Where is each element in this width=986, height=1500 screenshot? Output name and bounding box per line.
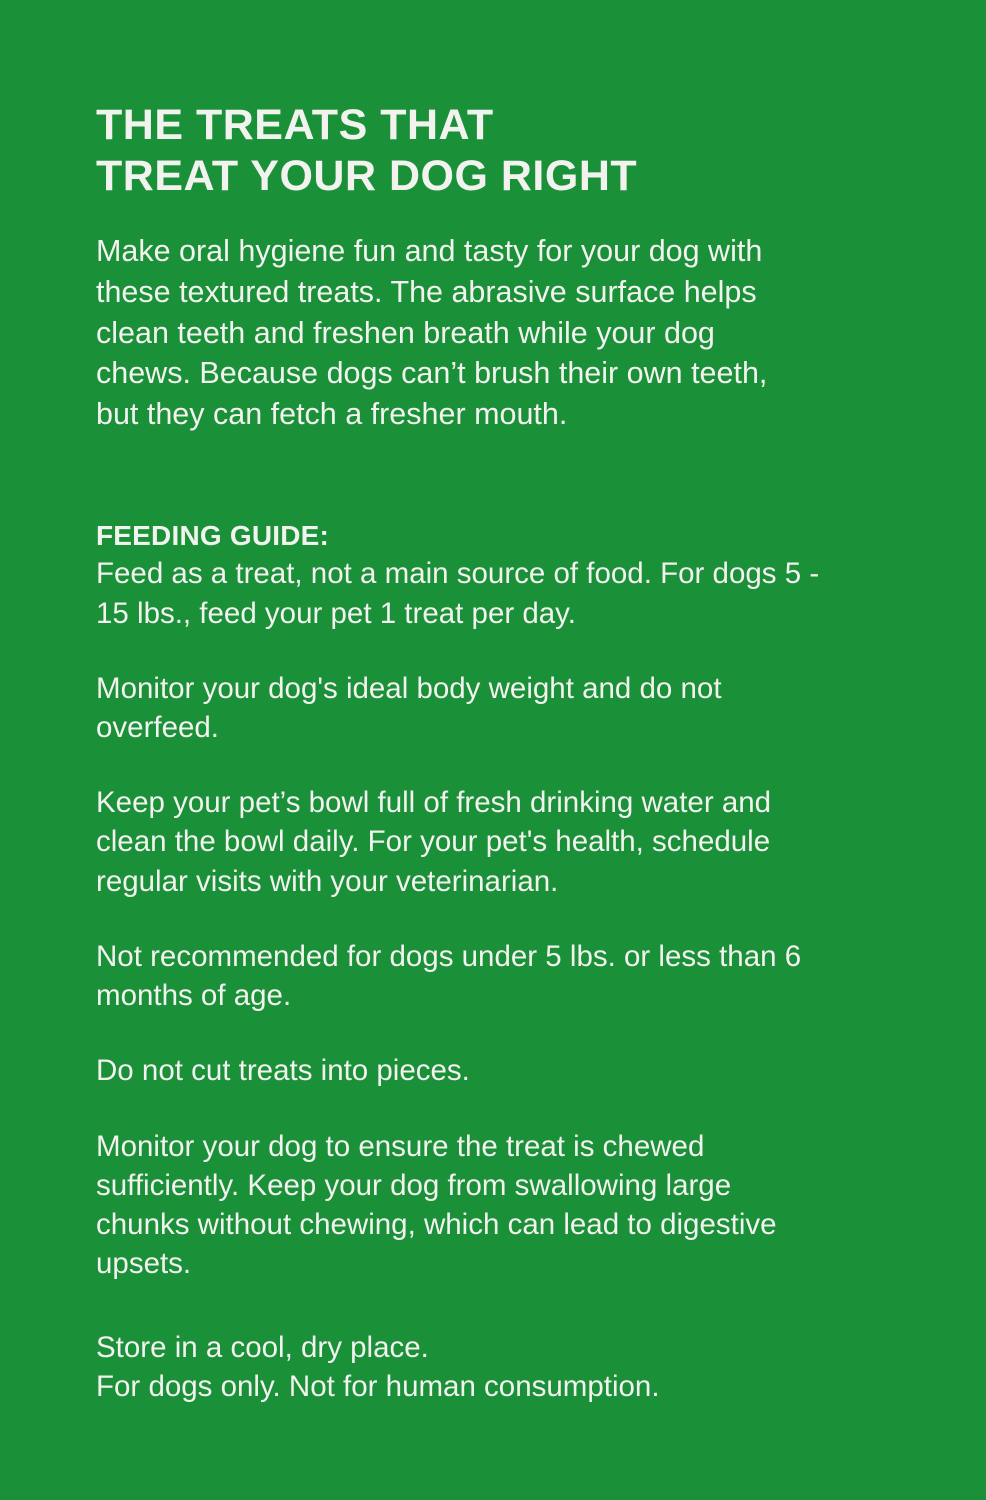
page-title-line-2: TREAT YOUR DOG RIGHT [96, 151, 638, 200]
page-title [96, 100, 890, 201]
storage-instruction: Store in a cool, dry place. [96, 1330, 429, 1364]
feeding-guide-paragraph-6: Monitor your dog to ensure the treat is chewed sufficiently. Keep your dog from swallowing large chunks without chewing, which can lead to digestive upsets. [96, 1129, 777, 1281]
feeding-guide-paragraph-5: Do not cut treats into pieces. [96, 1054, 470, 1088]
page-title-line-1: THE TREATS THAT [96, 101, 494, 149]
feeding-guide-title: FEEDING GUIDE: [96, 520, 330, 552]
intro-paragraph: Make oral hygiene fun and tasty for your dog with these textured treats. The abrasive surface helps clean teeth and freshen breath while your dog chews. Because dogs can’t brush their own teeth, but they can fetch a fresher mouth. [96, 234, 768, 431]
feeding-guide-paragraph-2: Monitor your dog's ideal body weight and do not overfeed. [96, 671, 722, 744]
feeding-guide-paragraph-4: Not recommended for dogs under 5 lbs. or less than 6 months of age. [96, 939, 802, 1013]
closing-statement [96, 1328, 826, 1406]
usage-warning: For dogs only. Not for human consumption. [96, 1369, 660, 1403]
feeding-guide-paragraph-3: Keep your pet’s bowl full of fresh drinking water and clean the bowl daily. For your pet's health, schedule regular visits with your veterinarian. [96, 786, 772, 898]
feeding-guide-paragraph-1: Feed as a treat, not a main source of food. For dogs 5 - 15 lbs., feed your pet 1 treat per day. [96, 557, 820, 630]
